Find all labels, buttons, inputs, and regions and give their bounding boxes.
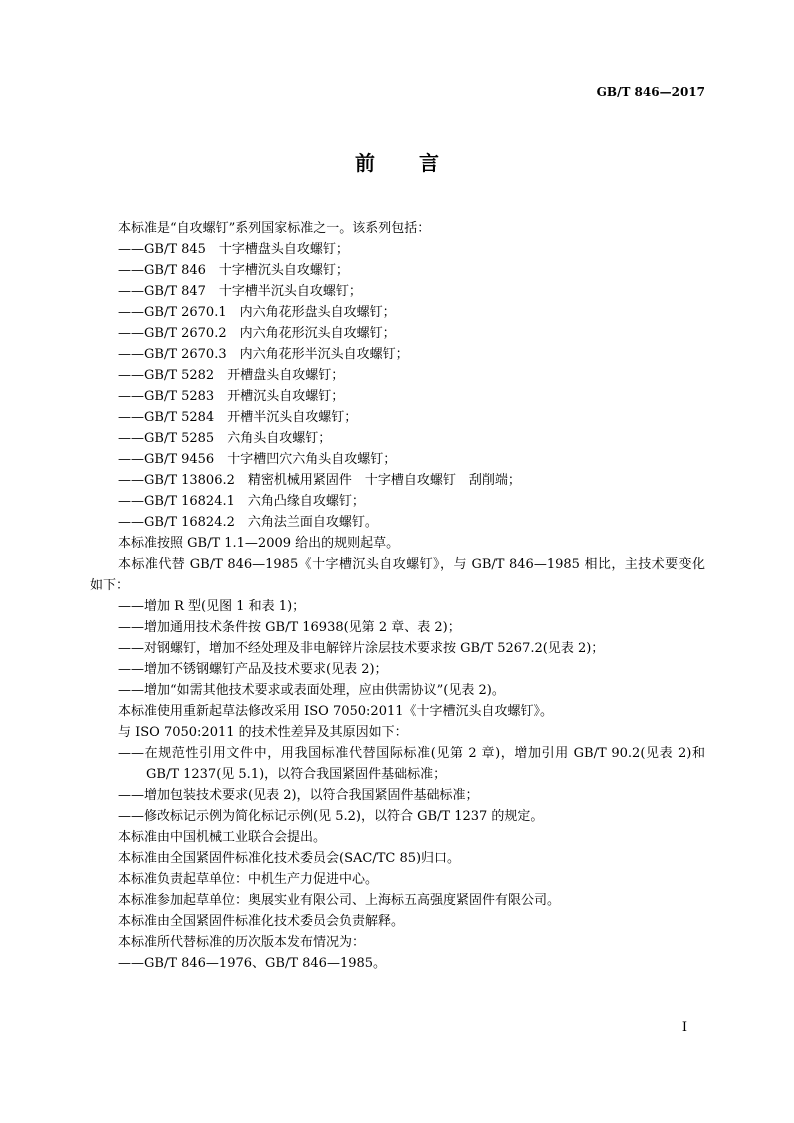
iso-differences-intro: 与 ISO 7050:2011 的技术性差异及其原因如下：: [118, 725, 408, 740]
custodian-paragraph: 本标准由全国紧固件标准化技术委员会(SAC/TC 85)归口。: [118, 851, 461, 866]
proposer-paragraph: 本标准由中国机械工业联合会提出。: [118, 830, 327, 845]
lead-drafter-paragraph: 本标准负责起草单位：中机生产力促进中心。: [118, 872, 379, 887]
series-list-item: ——GB/T 5282 开槽盘头自攻螺钉；: [118, 368, 345, 383]
replacement-paragraph-line-1: 本标准代替 GB/T 846—1985《十字槽沉头自攻螺钉》，与 GB/T 846—1985 相比，主技术要变化: [118, 557, 705, 572]
change-list-item: ——对钢螺钉，增加不经处理及非电解锌片涂层技术要求按 GB/T 5267.2(见表 2)；: [118, 641, 605, 656]
adoption-paragraph: 本标准使用重新起草法修改采用 ISO 7050:2011《十字槽沉头自攻螺钉》。: [118, 704, 554, 719]
series-list-item: ——GB/T 16824.1 六角凸缘自攻螺钉；: [118, 494, 365, 509]
series-list-item: ——GB/T 845 十字槽盘头自攻螺钉；: [118, 242, 349, 257]
participating-drafters-paragraph: 本标准参加起草单位：奥展实业有限公司、上海标五高强度紧固件有限公司。: [118, 893, 561, 908]
page-number: I: [681, 1020, 687, 1035]
drafting-rule-paragraph: 本标准按照 GB/T 1.1—2009 给出的规则起草。: [118, 536, 400, 551]
series-list-item: ——GB/T 2670.1 内六角花形盘头自攻螺钉；: [118, 305, 396, 320]
iso-difference-item-line-1: ——在规范性引用文件中，用我国标准代替国际标准(见第 2 章)，增加引用 GB/T 90.2(见表 2)和: [118, 746, 705, 761]
iso-difference-item: ——增加包装技术要求(见表 2)，以符合我国紧固件基础标准；: [118, 788, 479, 803]
series-list-item: ——GB/T 9456 十字槽凹穴六角头自攻螺钉；: [118, 452, 397, 467]
iso-difference-item-line-2: GB/T 1237(见 5.1)，以符合我国紧固件基础标准；: [146, 767, 447, 782]
page-title: 前 言: [355, 151, 439, 175]
change-list-item: ——增加通用技术条件按 GB/T 16938(见第 2 章、表 2)；: [118, 620, 461, 635]
intro-paragraph: 本标准是“自攻螺钉”系列国家标准之一。该系列包括：: [118, 221, 431, 236]
change-list-item: ——增加 R 型(见图 1 和表 1)；: [118, 599, 306, 614]
series-list-item: ——GB/T 2670.2 内六角花形沉头自攻螺钉；: [118, 326, 396, 341]
series-list-item: ——GB/T 846 十字槽沉头自攻螺钉；: [118, 263, 349, 278]
series-list-item: ——GB/T 5285 六角头自攻螺钉；: [118, 431, 332, 446]
iso-difference-item: ——修改标记示例为简化标记示例(见 5.2)，以符合 GB/T 1237 的规定。: [118, 809, 544, 824]
replacement-paragraph-line-2: 如下：: [90, 578, 130, 593]
series-list-item: ——GB/T 847 十字槽半沉头自攻螺钉；: [118, 284, 362, 299]
series-list-item: ——GB/T 5284 开槽半沉头自攻螺钉；: [118, 410, 358, 425]
change-list-item: ——增加“如需其他技术要求或表面处理，应由供需协议”(见表 2)。: [118, 683, 505, 698]
change-list-item: ——增加不锈钢螺钉产品及技术要求(见表 2)；: [118, 662, 388, 677]
series-list-item: ——GB/T 5283 开槽沉头自攻螺钉；: [118, 389, 345, 404]
series-list-item: ——GB/T 16824.2 六角法兰面自攻螺钉。: [118, 515, 378, 530]
series-list-item: ——GB/T 13806.2 精密机械用紧固件 十字槽自攻螺钉 刮削端；: [118, 473, 521, 488]
standard-code: GB/T 846—2017: [596, 85, 705, 99]
history-intro: 本标准所代替标准的历次版本发布情况为：: [118, 935, 366, 950]
interpretation-paragraph: 本标准由全国紧固件标准化技术委员会负责解释。: [118, 914, 405, 929]
series-list-item: ——GB/T 2670.3 内六角花形半沉头自攻螺钉；: [118, 347, 409, 362]
history-list-item: ——GB/T 846—1976、GB/T 846—1985。: [118, 956, 387, 971]
foreword-body: [0, 218, 794, 974]
